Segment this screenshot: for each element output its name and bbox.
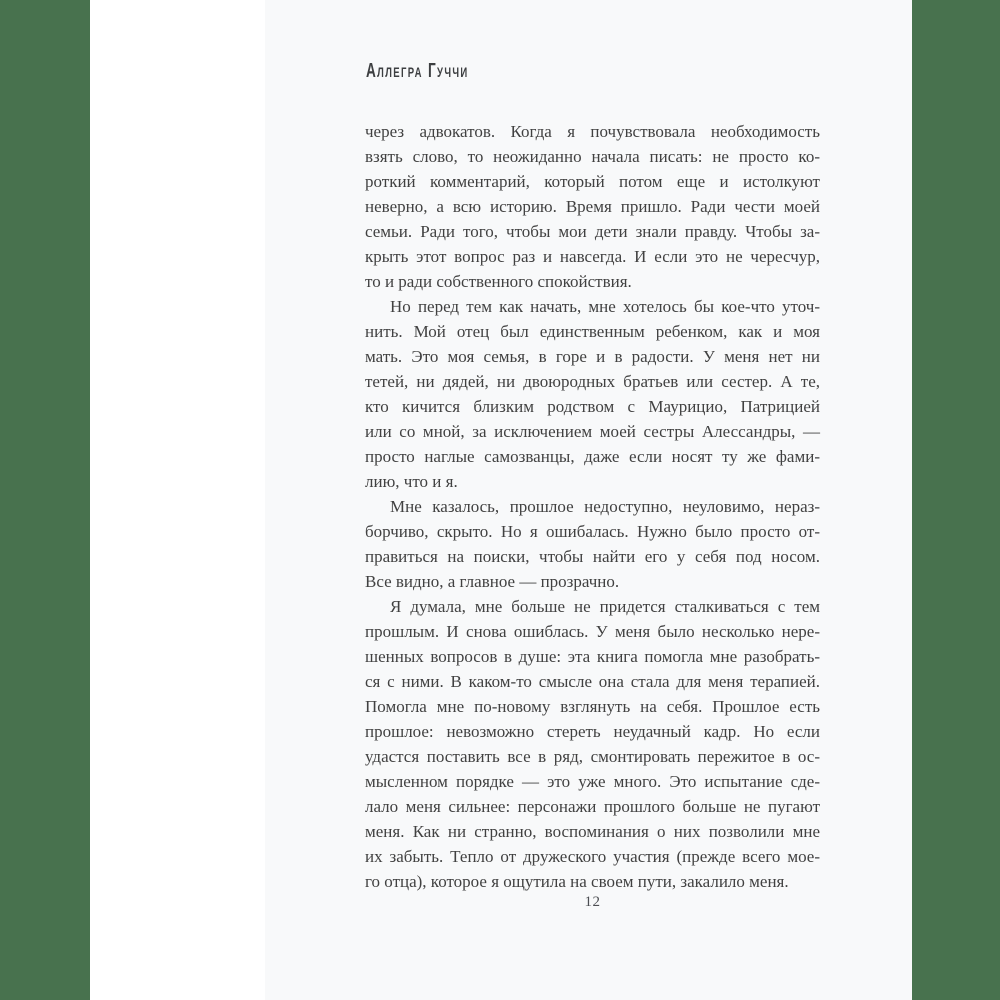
text-line: Но перед тем как начать, мне хотелось бы кое-что уточ- (390, 297, 820, 316)
paragraph (365, 119, 820, 294)
text-line: просто наглые самозванцы, даже если носят ту же фами- (365, 447, 820, 466)
text-line: прошлое: невозможно стереть неудачный кадр. Но если (365, 722, 820, 741)
text-line: правиться на поиски, чтобы найти его у себя под носом. (365, 547, 820, 566)
text-line: прошлым. И снова ошиблась. У меня было несколько нере- (365, 622, 820, 641)
body-text (365, 119, 820, 894)
text-line: взять слово, то неожиданно начала писать: не просто ко- (365, 147, 820, 166)
left-cover-band (0, 0, 90, 1000)
text-line: лию, что и я. (365, 472, 458, 491)
text-line: лало меня сильнее: персонажи прошлого больше не пугают (365, 797, 820, 816)
text-line: кто кичится близким родством с Маурицио, Патрицией (365, 397, 820, 416)
page-gutter (90, 0, 265, 1000)
running-head: Аллегра Гуччи (366, 60, 469, 82)
text-line: Мне казалось, прошлое недоступно, неуловимо, нераз- (390, 497, 820, 516)
text-line: то и ради собственного спокойствия. (365, 272, 632, 291)
text-line: борчиво, скрыто. Но я ошибалась. Нужно было просто от- (365, 522, 820, 541)
text-line: меня. Как ни странно, воспоминания о них позволили мне (365, 822, 820, 841)
text-line: их забыть. Тепло от дружеского участия (прежде всего мое- (365, 847, 820, 866)
text-line: семьи. Ради того, чтобы мои дети знали правду. Чтобы за- (365, 222, 820, 241)
paragraph (365, 294, 820, 494)
paragraph (365, 494, 820, 594)
text-line: удастся поставить все в ряд, смонтировать пережитое в ос- (365, 747, 820, 766)
text-line: тетей, ни дядей, ни двоюродных братьев или сестер. А те, (365, 372, 820, 391)
text-line: шенных вопросов в душе: эта книга помогла мне разобрать- (365, 647, 820, 666)
text-line: крыть этот вопрос раз и навсегда. И если это не чересчур, (365, 247, 820, 266)
page-number: 12 (584, 894, 601, 910)
book-page (265, 0, 912, 1000)
text-line: или со мной, за исключением моей сестры Алессандры, — (365, 422, 820, 441)
text-line: ся с ними. В каком-то смысле она стала для меня терапией. (365, 672, 820, 691)
text-line: роткий комментарий, который потом еще и истолкуют (365, 172, 820, 191)
text-line: го отца), которое я ощутила на своем пути, закалило меня. (365, 872, 789, 891)
paragraph (365, 594, 820, 894)
text-line: Все видно, а главное — прозрачно. (365, 572, 620, 591)
text-line: неверно, а всю историю. Время пришло. Ради чести моей (365, 197, 820, 216)
right-cover-band (912, 0, 1000, 1000)
text-line: мысленном порядке — это уже много. Это испытание сде- (365, 772, 820, 791)
text-line: нить. Мой отец был единственным ребенком, как и моя (365, 322, 820, 341)
text-line: мать. Это моя семья, в горе и в радости. У меня нет ни (365, 347, 820, 366)
text-line: Я думала, мне больше не придется сталкиваться с тем (390, 597, 820, 616)
text-line: Помогла мне по-новому взглянуть на себя. Прошлое есть (365, 697, 820, 716)
text-line: через адвокатов. Когда я почувствовала необходимость (365, 122, 820, 141)
